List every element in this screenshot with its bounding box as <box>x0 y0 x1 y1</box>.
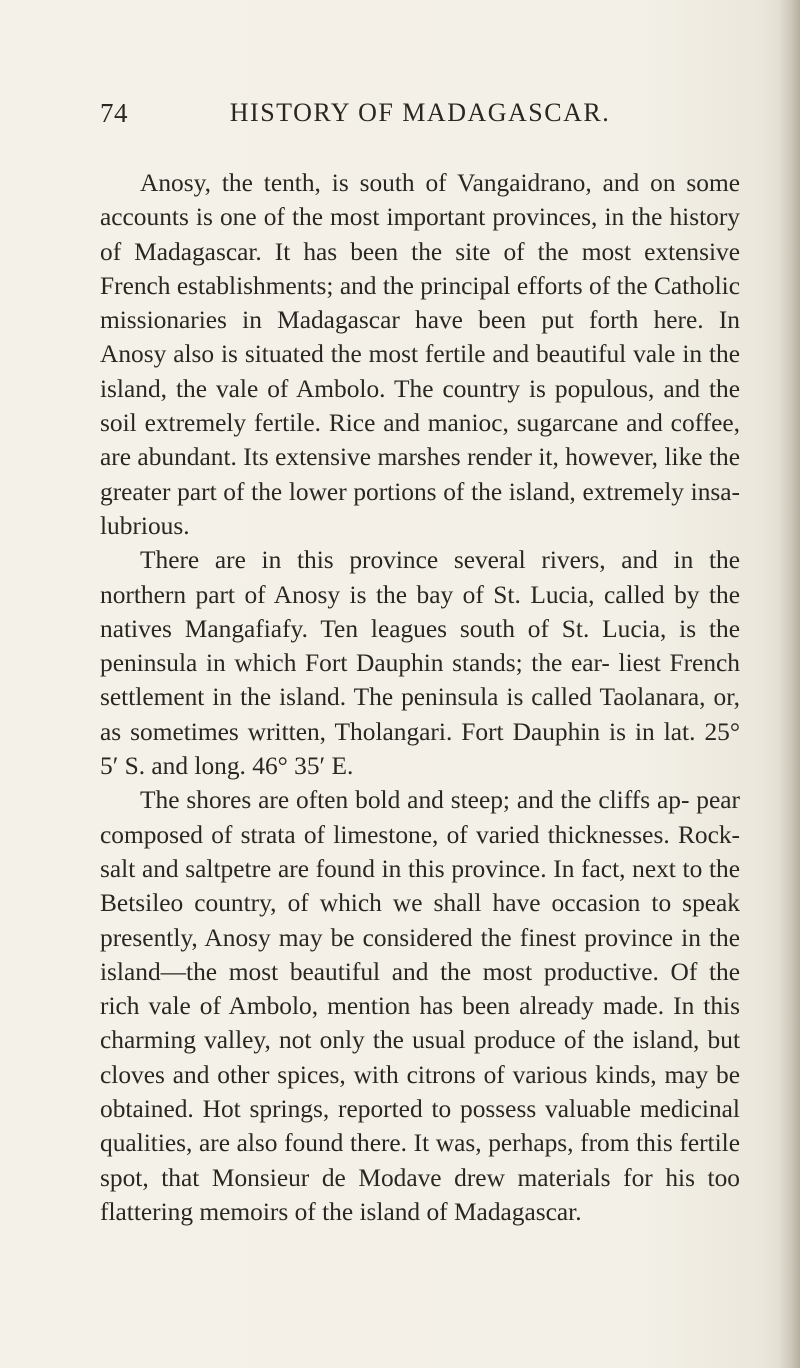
body-text <box>100 166 740 1229</box>
page-header <box>100 98 740 138</box>
paragraph-shores: The shores are often bold and steep; and the cliffs ap- pear composed of strata of limestone, of varied thicknesses. Rock-salt and saltpetre are found in this province. In fact, next to the Betsileo country, of which we shall have occasion to speak presently, Anosy may be considered the finest province in the island—the most beautiful and the most productive. Of the rich vale of Ambolo, mention has been already made. In this charming valley, not only the usual produce of the island, but cloves and other spices, with citrons of various kinds, may be obtained. Hot springs, reported to possess valuable medicinal qualities, are also found there. It was, perhaps, from this fertile spot, that Monsieur de Modave drew materials for his too flattering memoirs of the island of Madagascar. <box>100 786 740 1226</box>
running-head: HISTORY OF MADAGASCAR. <box>229 98 611 127</box>
page-number: 74 <box>100 98 128 128</box>
page-edge-shadow <box>778 0 800 1368</box>
paragraph-rivers: There are in this province several rivers, and in the northern part of Anosy is the bay of St. Lucia, called by the natives Mangafiafy. Ten leagues south of St. Lucia, is the peninsula in which Fort Dauphin stands; the ear- liest French settlement in the island. The peninsula is called Taolanara, or, as sometimes written, Tholangari. Fort Dauphin is in lat. 25° 5′ S. and long. 46° 35′ E. <box>100 546 740 781</box>
paragraph-anosy: Anosy, the tenth, is south of Vangaidrano, and on some accounts is one of the most important provinces, in the history of Madagascar. It has been the site of the most extensive French establishments; and the principal efforts of the Catholic missionaries in Madagascar have been put forth here. In Anosy also is situated the most fertile and beautiful vale in the island, the vale of Ambolo. The country is populous, and the soil extremely fertile. Rice and manioc, sugarcane and coffee, are abundant. Its extensive marshes render it, however, like the greater part of the lower portions of the island, extremely insa- lubrious. <box>100 169 740 540</box>
